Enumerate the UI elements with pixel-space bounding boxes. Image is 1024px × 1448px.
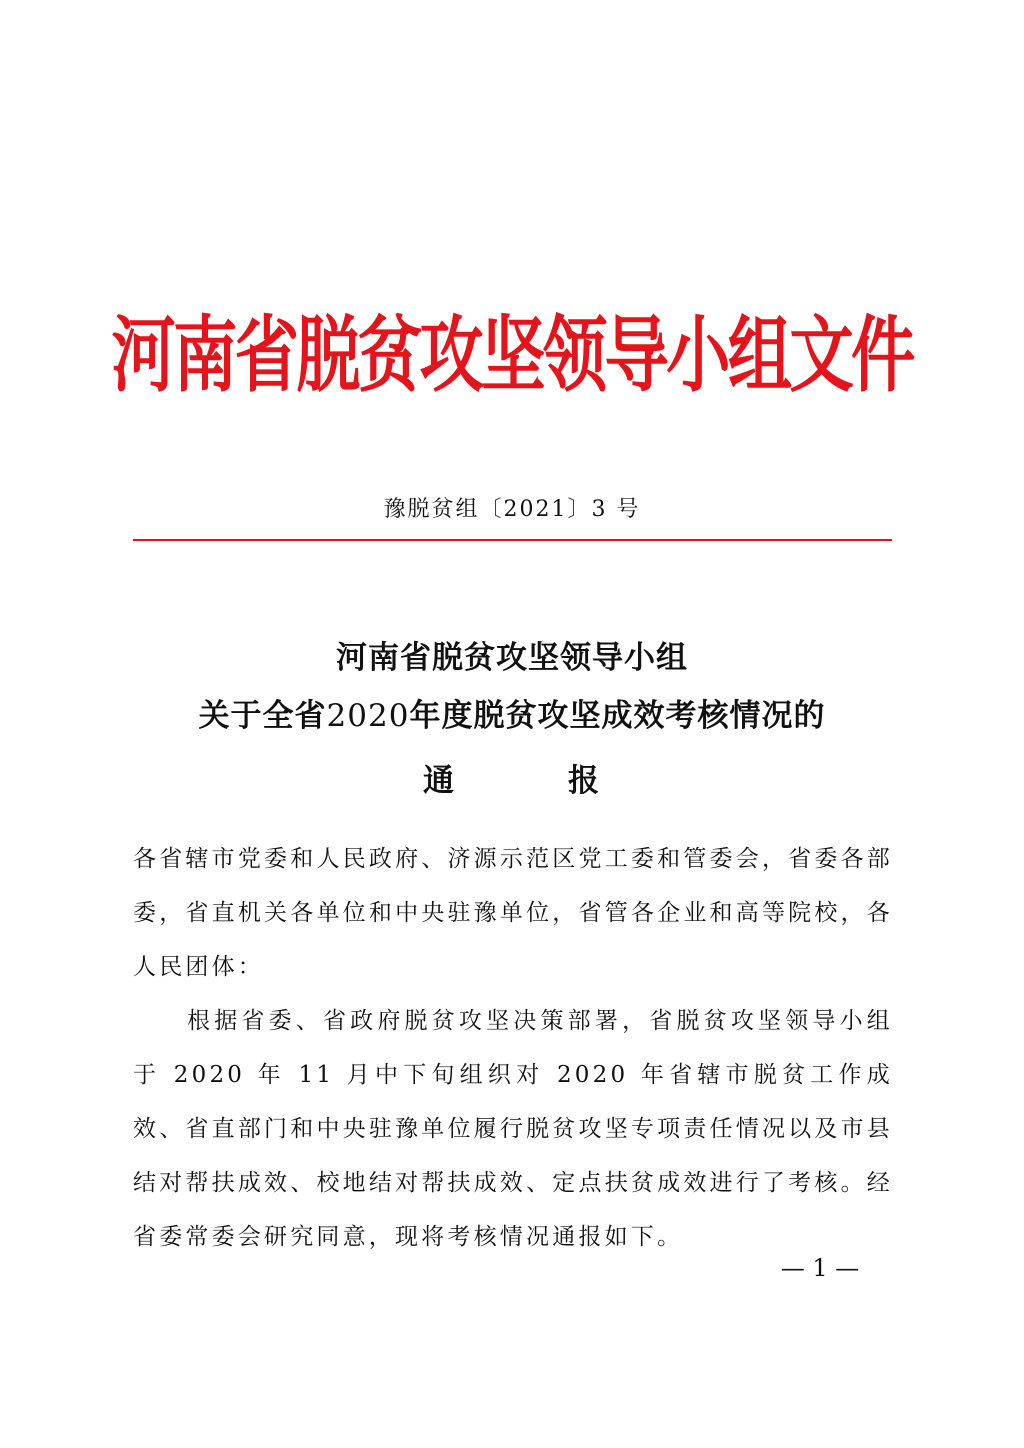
title-line-2-year: 2020 [326, 698, 410, 734]
notice-title-line-2 [0, 690, 1024, 742]
title-word-bao: 报 [568, 763, 601, 799]
salutation-paragraph: 各省辖市党委和人民政府、济源示范区党工委和管委会，省委各部委，省直机关各单位和中央驻豫单位，省管各企业和高等院校，各人民团体： [133, 846, 893, 980]
document-number: 豫脱贫组〔2021〕3 号 [383, 497, 641, 522]
document-masthead: 河南省脱贫攻坚领导小组文件 [111, 306, 913, 404]
title-word-tong: 通 [423, 763, 456, 799]
body-paragraph-1: 根据省委、省政府脱贫攻坚决策部署，省脱贫攻坚领导小组于 2020 年 11 月中下旬组织对 2020 年省辖市脱贫工作成效、省直部门和中央驻豫单位履行脱贫攻坚专项责任情况以及市县结对帮扶成效、校地结对帮扶成效、定点扶贫成效进行了考核。经省委常委会研究同意，现将考核情况通报如下。 [133, 1008, 893, 1250]
notice-title-line-1: 河南省脱贫攻坚领导小组 [336, 640, 688, 676]
title-line-2-suffix: 年度脱贫攻坚成效考核情况的 [409, 698, 826, 734]
notice-title-line-3 [0, 755, 1024, 807]
page-number: — 1 — [780, 1254, 860, 1282]
title-line-2-prefix: 关于全省 [198, 698, 327, 734]
red-divider-line [133, 539, 892, 541]
